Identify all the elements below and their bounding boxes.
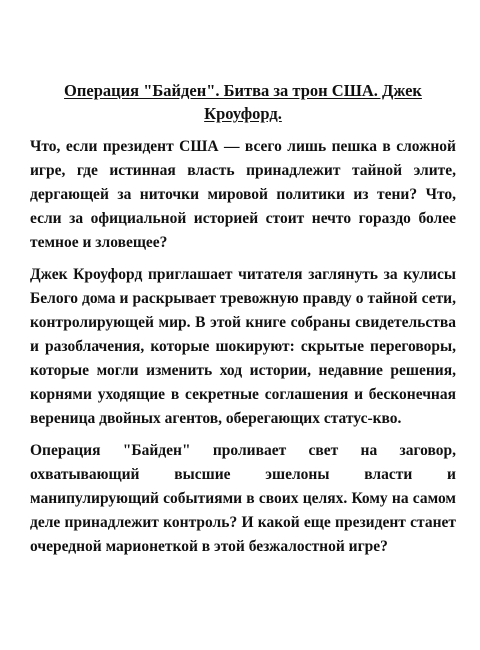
paragraph-conclusion: Операция "Байден" проливает свет на заговор, охватывающий высшие эшелоны власти и манипулирующий событиями в своих целях. Кому на самом деле принадлежит контроль? И какой еще президент станет очередной марионеткой в этой безжалостной игре? [30, 442, 456, 555]
document-title: Операция "Байден". Битва за трон США. Джек Кроуфорд. [64, 81, 422, 123]
paragraph-intro: Что, если президент США — всего лишь пешка в сложной игре, где истинная власть принадлежит тайной элите, дергающей за ниточки мировой политики из тени? Что, если за официальной историей стоит нечто гораздо более темное и зловещее? [30, 138, 456, 251]
document-body [30, 79, 456, 567]
paragraph-author: Джек Кроуфорд приглашает читателя заглянуть за кулисы Белого дома и раскрывает тревожную правду о тайной сети, контролирующей мир. В этой книге собраны свидетельства и разоблачения, которые шокируют: скрытые переговоры, которые могли изменить ход истории, недавние решения, корнями уходящие в секретные соглашения и бесконечная вереница двойных агентов, оберегающих статус-кво. [30, 266, 456, 427]
